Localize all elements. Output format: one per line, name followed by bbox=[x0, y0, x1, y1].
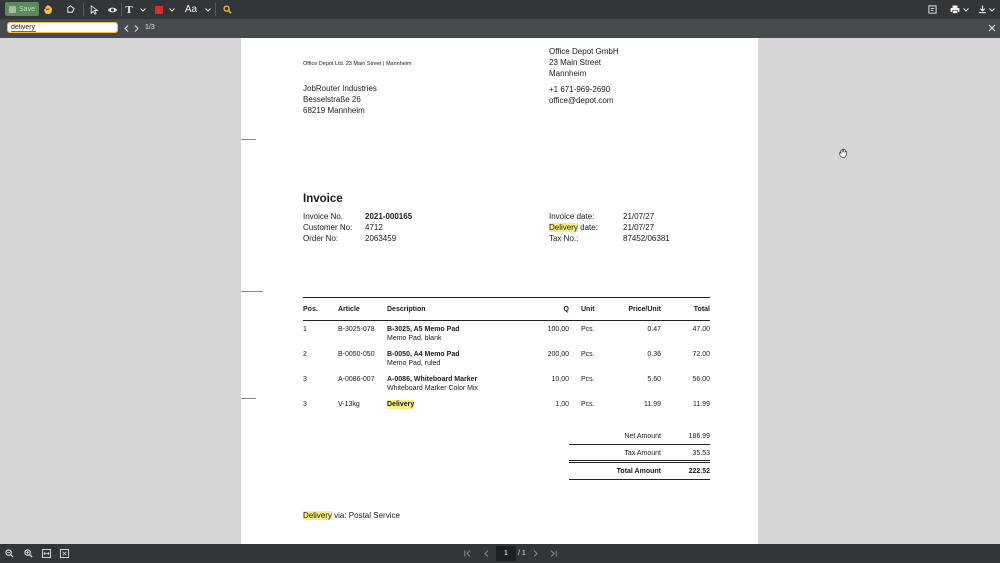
invoice-date: 21/07/27 bbox=[623, 212, 655, 221]
table-top-rule bbox=[303, 297, 710, 298]
delivery-date: 21/07/27 bbox=[623, 223, 655, 232]
row-article: A-0086-007 bbox=[338, 376, 375, 383]
column-header: Price/Unit bbox=[628, 306, 661, 313]
zoom-out-icon bbox=[5, 549, 14, 558]
text-tool-dropdown[interactable] bbox=[138, 0, 147, 19]
chevron-down-icon bbox=[140, 8, 146, 12]
column-header: Q bbox=[563, 306, 569, 313]
match-count: 1/3 bbox=[145, 24, 155, 31]
company-street: 23 Main Street bbox=[549, 58, 602, 67]
total-amount-label: Total Amount bbox=[616, 468, 661, 475]
previous-page-button[interactable] bbox=[481, 547, 491, 560]
download-button[interactable] bbox=[976, 0, 988, 19]
close-search-button[interactable] bbox=[986, 22, 998, 34]
totals-rule bbox=[569, 462, 710, 463]
row-description-sub: Whiteboard Marker Color Mix bbox=[387, 385, 479, 392]
chevron-down-icon bbox=[205, 8, 211, 12]
row-quantity: 200,00 bbox=[547, 351, 569, 358]
row-pos: 3 bbox=[303, 376, 307, 383]
previous-match-button[interactable] bbox=[122, 22, 130, 34]
print-button[interactable] bbox=[949, 0, 961, 19]
row-total: 72.00 bbox=[692, 351, 710, 358]
first-page-button[interactable] bbox=[462, 547, 472, 560]
toolbar-separator bbox=[121, 3, 122, 16]
hand-icon bbox=[43, 4, 54, 15]
row-price: 0.36 bbox=[647, 351, 661, 358]
net-amount-value: 186.99 bbox=[688, 433, 710, 440]
row-pos: 1 bbox=[303, 326, 307, 333]
recipient-street: Besselstraße 26 bbox=[303, 95, 361, 104]
hand-tool-button[interactable] bbox=[41, 0, 55, 19]
row-unit: Pcs. bbox=[581, 326, 595, 333]
search-highlight: Delivery bbox=[387, 401, 415, 408]
chevron-right-icon bbox=[134, 25, 139, 32]
chevron-down-icon bbox=[963, 8, 969, 12]
order-number: 2063459 bbox=[365, 234, 397, 243]
hand-cursor bbox=[838, 146, 849, 164]
row-article: V-13kg bbox=[338, 401, 360, 408]
document-panel-icon bbox=[928, 5, 937, 14]
invoice-number: 2021-000165 bbox=[365, 212, 413, 221]
row-article: B-0050-050 bbox=[338, 351, 375, 358]
font-dropdown[interactable] bbox=[203, 0, 212, 19]
company-city: Mannheim bbox=[549, 69, 587, 78]
row-unit: Pcs. bbox=[581, 376, 595, 383]
row-quantity: 10,00 bbox=[551, 376, 569, 383]
last-page-icon bbox=[550, 550, 557, 557]
meta-label: Customer No: bbox=[303, 223, 353, 232]
row-total: 11.99 bbox=[693, 401, 710, 408]
totals-rule bbox=[569, 479, 710, 480]
save-button[interactable] bbox=[5, 2, 39, 16]
meta-label-delivery bbox=[549, 222, 598, 233]
column-header: Total bbox=[693, 306, 710, 313]
meta-label: Order No: bbox=[303, 234, 339, 243]
zoom-in-icon bbox=[24, 549, 33, 558]
row-description: B-0050, A4 Memo Pad bbox=[387, 351, 460, 358]
search-highlight: Delivery bbox=[549, 223, 578, 232]
fit-width-button[interactable] bbox=[40, 547, 52, 560]
customer-number: 4712 bbox=[365, 223, 383, 232]
column-header: Description bbox=[387, 306, 426, 313]
column-header: Pos. bbox=[303, 306, 318, 313]
toolbar-separator bbox=[83, 3, 84, 16]
meta-label: Invoice No. bbox=[303, 212, 344, 221]
header-bottom-rule bbox=[303, 320, 710, 321]
fit-page-icon bbox=[60, 549, 69, 558]
select-tool-button[interactable] bbox=[88, 0, 100, 19]
total-amount-value: 222.52 bbox=[688, 468, 710, 475]
row-pos: 3 bbox=[303, 401, 307, 408]
fit-width-icon bbox=[42, 549, 51, 558]
color-picker-button[interactable] bbox=[153, 0, 165, 19]
row-quantity: 100,00 bbox=[547, 326, 569, 333]
row-article: B-3025-078 bbox=[338, 326, 375, 333]
punch-mark bbox=[241, 291, 263, 292]
sidebar-toggle-button[interactable] bbox=[926, 0, 938, 19]
company-name: Office Depot GmbH bbox=[549, 47, 619, 56]
fold-mark bbox=[241, 398, 256, 399]
row-price: 5.60 bbox=[647, 376, 661, 383]
text-tool-label: T bbox=[125, 3, 133, 16]
chevron-down-icon bbox=[989, 8, 995, 12]
search-highlight: Delivery bbox=[303, 511, 332, 520]
company-phone: +1 671-969-2690 bbox=[549, 85, 611, 94]
print-dropdown[interactable] bbox=[962, 0, 970, 19]
font-size-button[interactable] bbox=[183, 0, 199, 19]
font-size-label: Aa bbox=[184, 4, 198, 15]
meta-label-rest: date: bbox=[577, 223, 598, 232]
view-tool-button[interactable] bbox=[105, 0, 119, 19]
row-unit: Pcs. bbox=[581, 401, 595, 408]
rotate-icon bbox=[65, 4, 76, 15]
row-description-sub: Memo Pad. blank bbox=[387, 335, 442, 342]
page-total: / 1 bbox=[518, 550, 526, 557]
page-number-input[interactable] bbox=[496, 546, 516, 561]
first-page-icon bbox=[464, 550, 471, 557]
column-header: Article bbox=[338, 306, 360, 313]
row-description: A-0086, Whiteboard Marker bbox=[387, 376, 478, 383]
chevron-right-icon bbox=[533, 550, 538, 557]
tax-number: 87452/06381 bbox=[623, 234, 670, 243]
chevron-down-icon bbox=[169, 8, 175, 12]
main-toolbar bbox=[0, 0, 1000, 19]
search-toggle-button[interactable] bbox=[221, 0, 233, 19]
rotate-tool-button[interactable] bbox=[63, 0, 77, 19]
last-page-button[interactable] bbox=[548, 547, 558, 560]
fold-mark bbox=[241, 139, 256, 140]
close-icon bbox=[988, 24, 996, 32]
fit-page-button[interactable] bbox=[58, 547, 70, 560]
delivery-note bbox=[303, 510, 400, 521]
tax-amount-label: Tax Amount bbox=[624, 450, 661, 457]
chevron-left-icon bbox=[124, 25, 129, 32]
row-unit: Pcs. bbox=[581, 351, 595, 358]
next-match-button[interactable] bbox=[132, 22, 140, 34]
cursor-icon bbox=[90, 5, 99, 15]
printer-icon bbox=[950, 5, 960, 14]
invoice-title: Invoice bbox=[303, 193, 343, 205]
next-page-button[interactable] bbox=[530, 547, 540, 560]
download-dropdown[interactable] bbox=[988, 0, 996, 19]
totals-rule bbox=[569, 444, 710, 445]
row-price: 11.99 bbox=[644, 401, 661, 408]
sender-line: Office Depot Ltd. 23 Main Street | Mannheim bbox=[303, 61, 412, 67]
hand-cursor-icon bbox=[838, 147, 849, 159]
company-email: office@depot.com bbox=[549, 96, 614, 105]
row-description-sub: Memo Pad, ruled bbox=[387, 360, 441, 367]
toolbar-separator bbox=[215, 3, 216, 16]
delivery-note-rest: via: Postal Service bbox=[331, 511, 400, 520]
search-icon bbox=[223, 5, 232, 14]
net-amount-label: Net Amount bbox=[624, 433, 661, 440]
spellcheck-underline bbox=[11, 31, 36, 32]
row-total: 56.00 bbox=[692, 376, 710, 383]
recipient-name: JobRouter Industries bbox=[303, 84, 377, 93]
recipient-city: 68219 Mannheim bbox=[303, 106, 365, 115]
totals-rule bbox=[569, 460, 710, 461]
row-quantity: 1,00 bbox=[555, 401, 569, 408]
zoom-out-button[interactable] bbox=[3, 547, 15, 560]
column-header: Unit bbox=[581, 306, 595, 313]
row-total: 47.00 bbox=[692, 326, 710, 333]
save-label: Save bbox=[19, 5, 35, 13]
row-description: B-3025, A5 Memo Pad bbox=[387, 326, 460, 333]
zoom-in-button[interactable] bbox=[22, 547, 34, 560]
chevron-left-icon bbox=[484, 550, 489, 557]
row-price: 0.47 bbox=[647, 326, 661, 333]
meta-label: Tax No.: bbox=[549, 234, 579, 243]
text-tool-button[interactable] bbox=[124, 0, 134, 19]
row-pos: 2 bbox=[303, 351, 307, 358]
eye-icon bbox=[107, 6, 118, 14]
color-dropdown[interactable] bbox=[167, 0, 176, 19]
tax-amount-value: 35.53 bbox=[692, 450, 710, 457]
meta-label: Invoice date: bbox=[549, 212, 595, 221]
download-icon bbox=[978, 5, 987, 14]
floppy-icon bbox=[9, 6, 16, 13]
color-swatch bbox=[155, 6, 163, 14]
